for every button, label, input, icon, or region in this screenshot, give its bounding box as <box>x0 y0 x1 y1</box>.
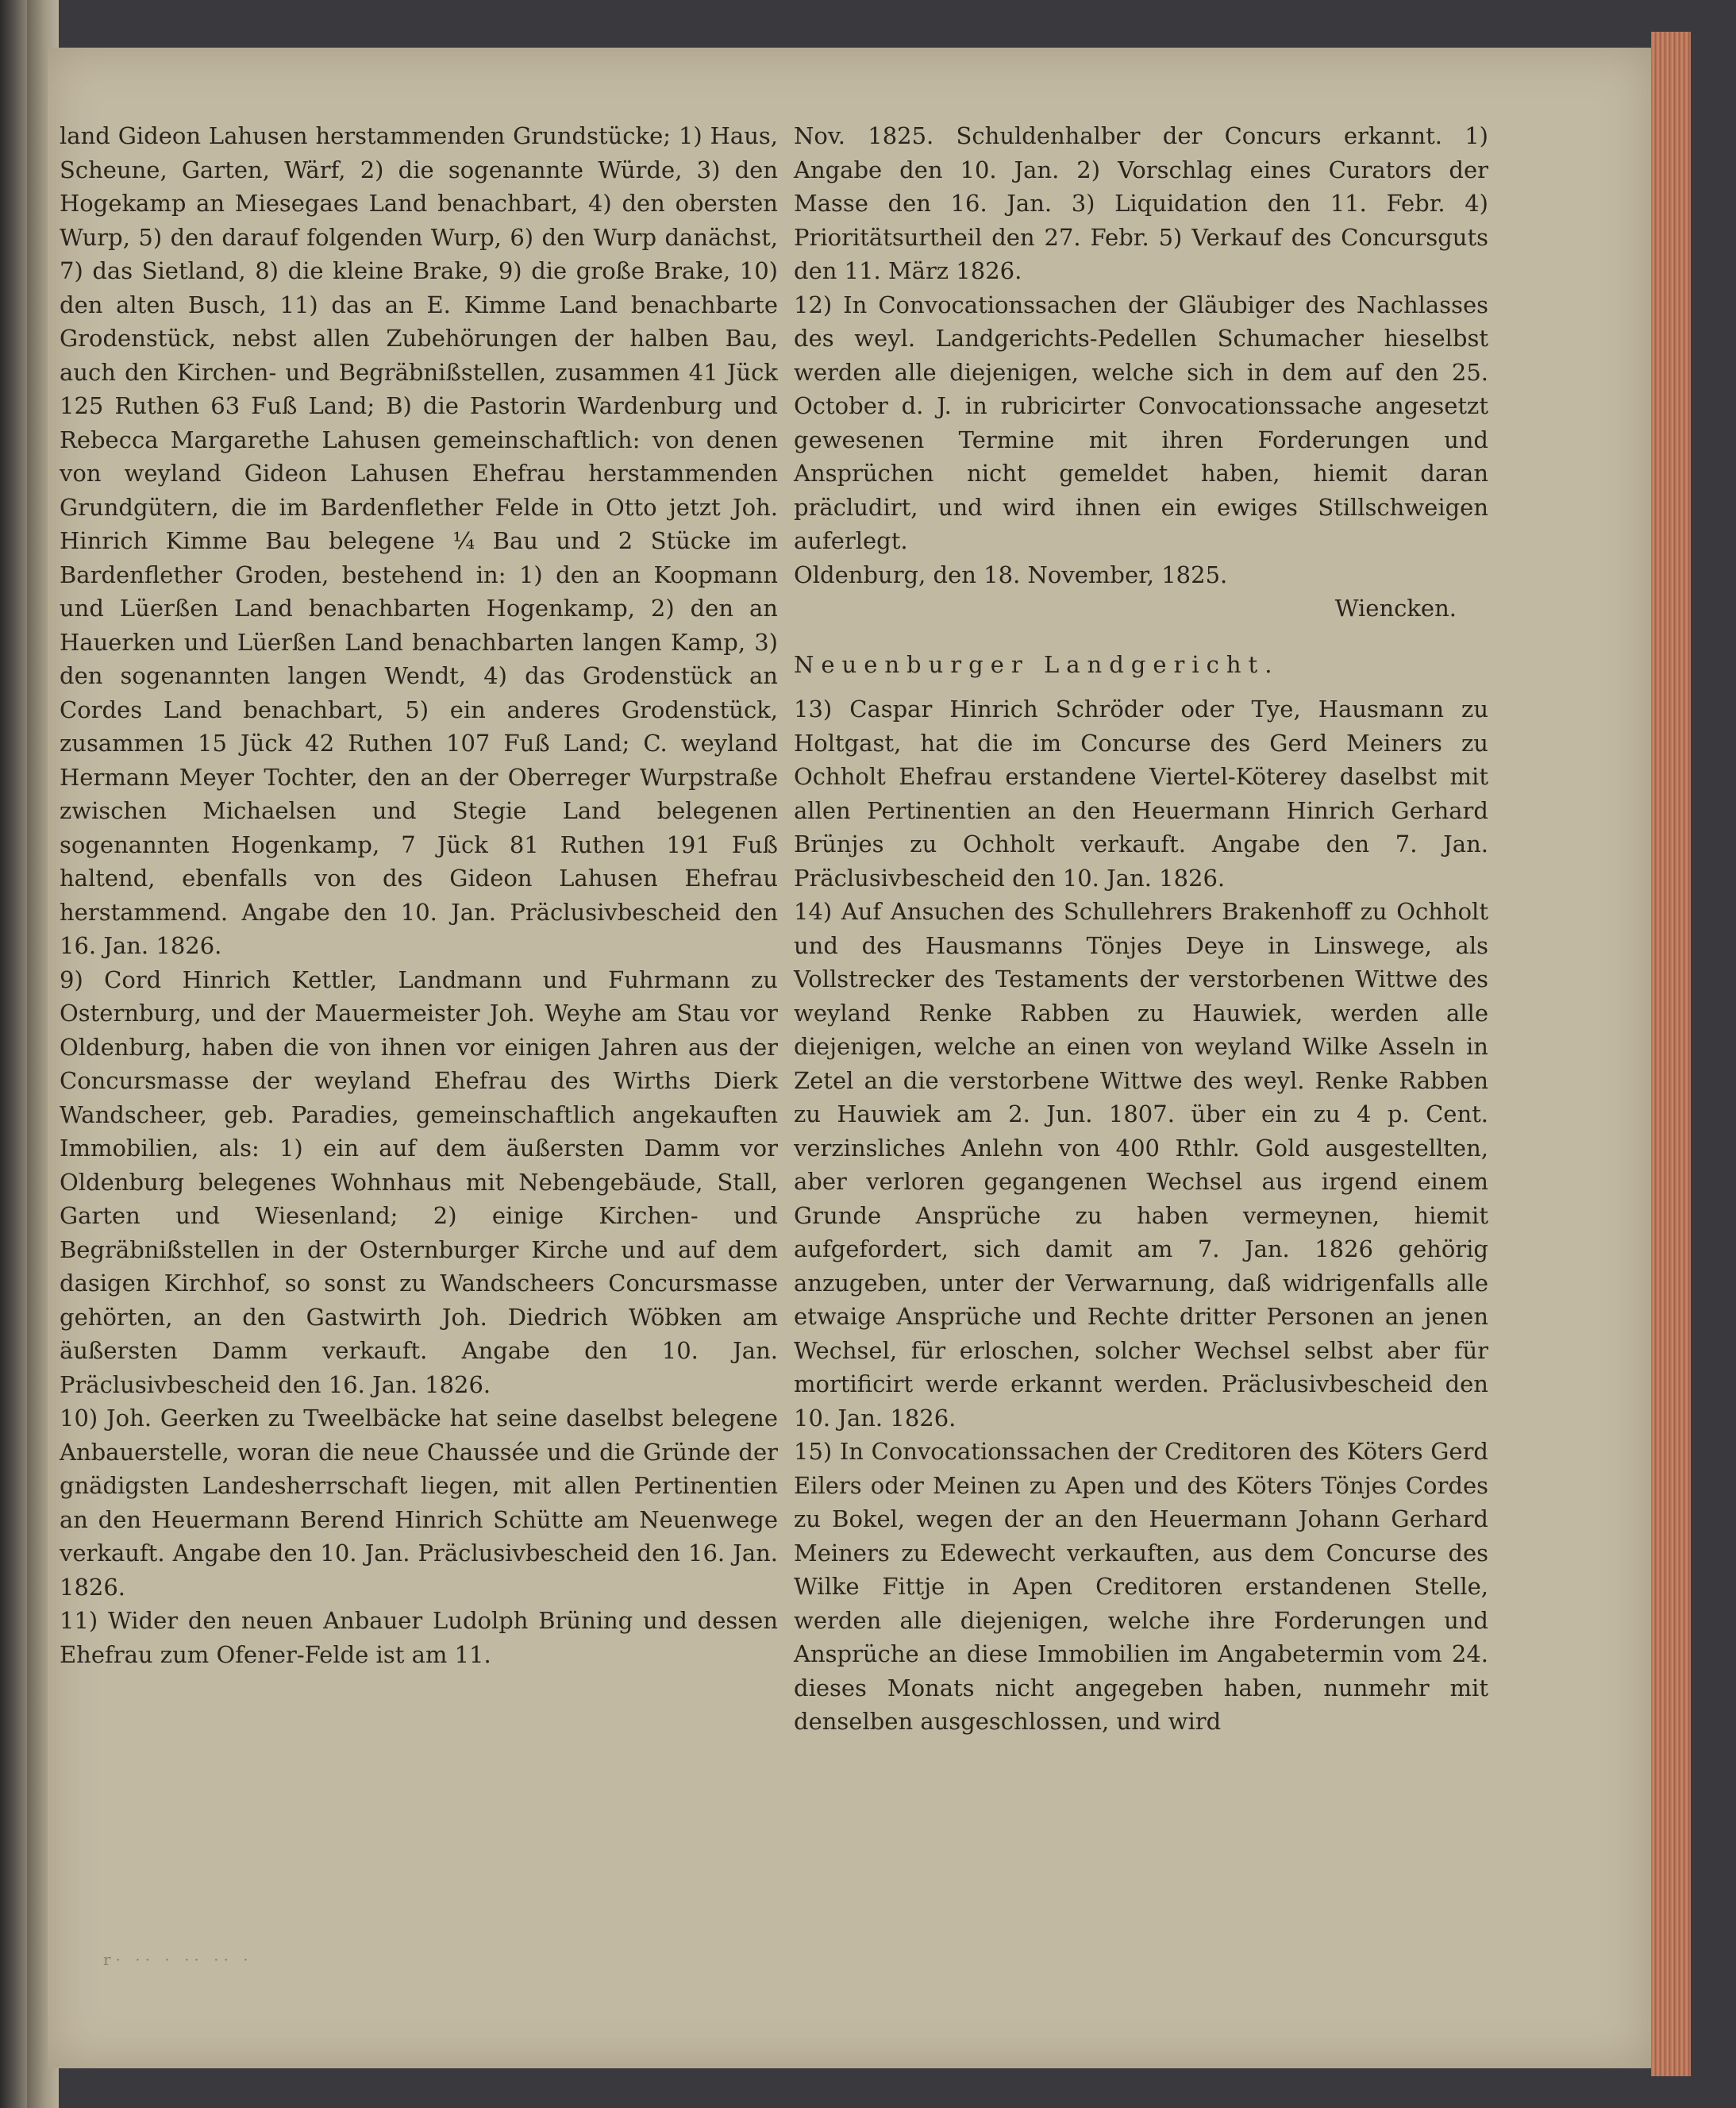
page-edges <box>1651 32 1691 2076</box>
footer-mark: r· ·· · ·· ·· · <box>103 1950 253 1969</box>
right-column <box>794 119 1488 1739</box>
paragraph-11: 11) Wider den neuen Anbauer Ludolph Brüning und dessen Ehefrau zum Ofener-Felde ist am 11. <box>60 1607 778 1668</box>
paragraph-8-continued: land Gideon Lahusen herstammenden Grundstücke; 1) Haus, Scheune, Garten, Wärf, 2) die sogenannte Würde, 3) den Hogekamp an Miesegaes Land benachbart, 4) den obersten Wurp, 5) den darauf folgenden Wurp, 6) den Wurp danächst, 7) das Sietland, 8) die kleine Brake, 9) die große Brake, 10) den alten Busch, 11) das an E. Kimme Land benachbarte Grodenstück, nebst allen Zubehörungen der halben Bau, auch den Kirchen- und Begräbnißstellen, zusammen 41 Jück 125 Ruthen 63 Fuß Land; B) die Pastorin Wardenburg und Rebecca Margarethe Lahusen gemeinschaftlich: von denen von weyland Gideon Lahusen Ehefrau herstammenden Grundgütern, die im Bardenflether Felde in Otto jetzt Joh. Hinrich Kimme Bau belegene ¼ Bau und 2 Stücke im Bardenflether Groden, bestehend in: 1) den an Koopmann und Lüerßen Land benachbarten Hogenkamp, 2) den an Hauerken und Lüerßen Land benachbarten langen Kamp, 3) den sogenannten langen Wendt, 4) das Grodenstück an Cordes Land benachbart, 5) ein anderes Grodenstück, zusammen 15 Jück 42 Ruthen 107 Fuß Land; C. weyland Hermann Meyer Tochter, den an der Oberreger Wurpstraße zwischen Michaelsen und Stegie Land belegenen sogenannten Hogenkamp, 7 Jück 81 Ruthen 191 Fuß haltend, ebenfalls von des Gideon Lahusen Ehefrau herstammend. Angabe den 10. Jan. Präclusivbescheid den 16. Jan. 1826. <box>60 122 778 959</box>
paragraph-14: 14) Auf Ansuchen des Schullehrers Brakenhoff zu Ochholt und des Hausmanns Tönjes Deye in Linswege, als Vollstrecker des Testaments der verstorbenen Wittwe des weyland Renke Rabben zu Hauwiek, werden alle diejenigen, welche an einen von weyland Wilke Asseln in Zetel an die verstorbene Wittwe des weyl. Renke Rabben zu Hauwiek am 2. Jun. 1807. über ein zu 4 p. Cent. verzinsliches Anlehn von 400 Rthlr. Gold ausgestellten, aber verloren gegangenen Wechsel aus irgend einem Grunde Ansprüche zu haben vermeynen, hiemit aufgefordert, sich damit am 7. Jan. 1826 gehörig anzugeben, unter der Verwarnung, daß widrigenfalls alle etwaige Ansprüche und Rechte dritter Personen an jenen Wechsel, für erloschen, solcher Wechsel selbst aber für mortificirt werde erkannt werden. Präclusivbescheid den 10. Jan. 1826. <box>794 898 1488 1432</box>
paragraph-10: 10) Joh. Geerken zu Tweelbäcke hat seine daselbst belegene Anbauerstelle, woran die neue Chaussée und die Gründe der gnädigsten Landesherrschaft liegen, mit allen Pertinentien an den Heuermann Berend Hinrich Schütte am Neuenwege verkauft. Angabe den 10. Jan. Präclusivbescheid den 16. Jan. 1826. <box>60 1405 778 1601</box>
signature: Wiencken. <box>1334 595 1457 622</box>
paragraph-15: 15) In Convocationssachen der Creditoren des Köters Gerd Eilers oder Meinen zu Apen und des Köters Tönjes Cordes zu Bokel, wegen der an den Heuermann Johann Gerhard Meiners zu Edewecht verkauften, aus dem Concurse des Wilke Fittje in Apen Creditoren erstandenen Stelle, werden alle diejenigen, welche ihre Forderungen und Ansprüche an diese Immobilien im Angabetermin vom 24. dieses Monats nicht angegeben haben, nunmehr mit denselben ausgeschlossen, und wird <box>794 1438 1488 1735</box>
section-heading: Neuenburger Landgericht. <box>794 650 1280 678</box>
paragraph-9: 9) Cord Hinrich Kettler, Landmann und Fuhrmann zu Osternburg, und der Mauermeister Joh. Weyhe am Stau vor Oldenburg, haben die von ihnen vor einigen Jahren aus der Concursmasse der weyland Ehefrau des Wirths Dierk Wandscheer, geb. Paradies, gemeinschaftlich angekauften Immobilien, als: 1) ein auf dem äußersten Damm vor Oldenburg belegenes Wohnhaus mit Nebengebäude, Stall, Garten und Wiesenland; 2) einige Kirchen- und Begräbnißstellen in der Osternburger Kirche und auf dem dasigen Kirchhof, so sonst zu Wandscheers Concursmasse gehörten, an den Gastwirth Joh. Diedrich Wöbken am äußersten Damm verkauft. Angabe den 10. Jan. Präclusivbescheid den 16. Jan. 1826. <box>60 965 778 1398</box>
left-column <box>60 119 778 1671</box>
left-page-edge <box>0 0 27 2108</box>
paragraph-11-continued: Nov. 1825. Schuldenhalber der Concurs erkannt. 1) Angabe den 10. Jan. 2) Vorschlag eines Curators der Masse den 16. Jan. 3) Liquidation den 11. Febr. 4) Prioritätsurtheil den 27. Febr. 5) Verkauf des Concursguts den 11. März 1826. <box>794 122 1488 284</box>
paragraph-13: 13) Caspar Hinrich Schröder oder Tye, Hausmann zu Holtgast, hat die im Concurse des Gerd Meiners zu Ochholt Ehefrau erstandene Viertel-Köterey daselbst mit allen Pertinentien an den Heuermann Hinrich Gerhard Brünjes zu Ochholt verkauft. Angabe den 7. Jan. Präclusivbescheid den 10. Jan. 1826. <box>794 696 1488 892</box>
paragraph-12: 12) In Convocationssachen der Gläubiger des Nachlasses des weyl. Landgerichts-Pedellen Schumacher hieselbst werden alle diejenigen, welche sich in dem auf den 25. October d. J. in rubricirter Convocationssache angesetzt gewesenen Termine mit ihren Forderungen und Ansprüchen nicht gemeldet haben, hiemit daran präcludirt, und wird ihnen ein ewiges Stillschweigen auferlegt. <box>794 291 1488 554</box>
dateline: Oldenburg, den 18. November, 1825. <box>794 561 1228 588</box>
